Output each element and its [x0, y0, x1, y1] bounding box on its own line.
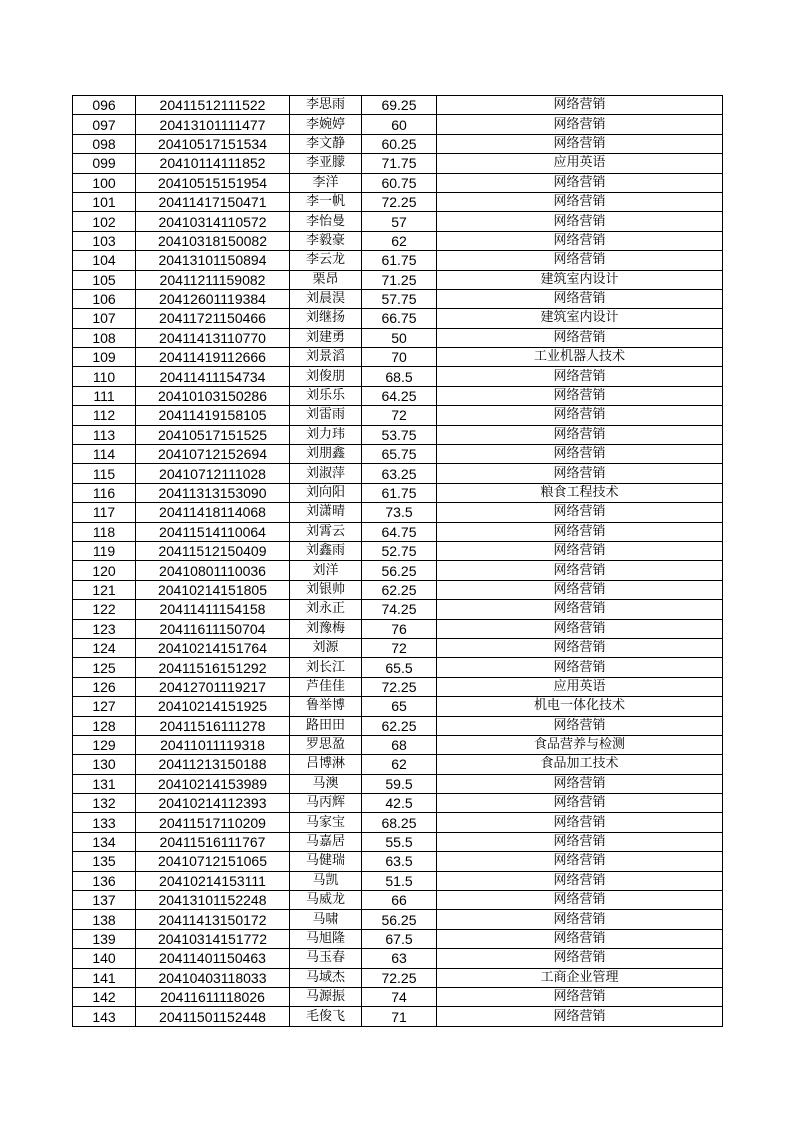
table-row — [73, 367, 723, 386]
table-row — [73, 755, 723, 774]
row-number-cell: 105 — [73, 270, 136, 289]
major-cell: 网络营销 — [437, 580, 723, 599]
student-name-cell: 李思雨 — [290, 96, 362, 115]
student-name-cell: 马威龙 — [290, 891, 362, 910]
score-cell: 51.5 — [362, 871, 437, 890]
candidate-id-cell: 20410214153989 — [136, 774, 290, 793]
row-number-cell: 142 — [73, 987, 136, 1006]
table-row — [73, 541, 723, 560]
major-cell: 网络营销 — [437, 231, 723, 250]
student-name-cell: 刘永正 — [290, 600, 362, 619]
table-row — [73, 348, 723, 367]
student-name-cell: 李怡曼 — [290, 212, 362, 231]
candidate-id-cell: 20411611150704 — [136, 619, 290, 638]
score-cell: 72.25 — [362, 192, 437, 211]
row-number-cell: 114 — [73, 445, 136, 464]
student-name-cell: 李婉婷 — [290, 115, 362, 134]
table-row — [73, 212, 723, 231]
table-row — [73, 231, 723, 250]
row-number-cell: 135 — [73, 852, 136, 871]
candidate-id-cell: 20411418114068 — [136, 503, 290, 522]
table-row — [73, 987, 723, 1006]
table-row — [73, 968, 723, 987]
table-row — [73, 270, 723, 289]
row-number-cell: 137 — [73, 891, 136, 910]
score-cell: 70 — [362, 348, 437, 367]
table-row — [73, 929, 723, 948]
score-cell: 64.75 — [362, 522, 437, 541]
score-cell: 71.25 — [362, 270, 437, 289]
row-number-cell: 119 — [73, 541, 136, 560]
score-cell: 62 — [362, 231, 437, 250]
candidate-id-cell: 20411419112666 — [136, 348, 290, 367]
student-name-cell: 刘景滔 — [290, 348, 362, 367]
table-row — [73, 677, 723, 696]
major-cell: 建筑室内设计 — [437, 270, 723, 289]
row-number-cell: 115 — [73, 464, 136, 483]
candidate-id-cell: 20411211159082 — [136, 270, 290, 289]
major-cell: 粮食工程技术 — [437, 483, 723, 502]
student-name-cell: 马域杰 — [290, 968, 362, 987]
score-cell: 60.75 — [362, 173, 437, 192]
candidate-id-cell: 20411419158105 — [136, 406, 290, 425]
candidate-id-cell: 20410214151764 — [136, 638, 290, 657]
candidate-id-cell: 20412701119217 — [136, 677, 290, 696]
score-cell: 65.75 — [362, 445, 437, 464]
student-name-cell: 刘淑萍 — [290, 464, 362, 483]
table-row — [73, 891, 723, 910]
table-row — [73, 735, 723, 754]
score-cell: 73.5 — [362, 503, 437, 522]
student-name-cell: 马丙辉 — [290, 794, 362, 813]
table-row — [73, 910, 723, 929]
row-number-cell: 131 — [73, 774, 136, 793]
score-cell: 72.25 — [362, 677, 437, 696]
student-name-cell: 马玉春 — [290, 949, 362, 968]
candidate-id-cell: 20411516111767 — [136, 832, 290, 851]
candidate-id-cell: 20411313153090 — [136, 483, 290, 502]
score-cell: 68.25 — [362, 813, 437, 832]
score-cell: 64.25 — [362, 386, 437, 405]
table-row — [73, 658, 723, 677]
candidate-id-cell: 20410403118033 — [136, 968, 290, 987]
major-cell: 网络营销 — [437, 251, 723, 270]
student-name-cell: 刘银帅 — [290, 580, 362, 599]
score-cell: 56.25 — [362, 910, 437, 929]
student-name-cell: 刘雷雨 — [290, 406, 362, 425]
score-table — [72, 95, 723, 1027]
score-cell: 59.5 — [362, 774, 437, 793]
score-cell: 74 — [362, 987, 437, 1006]
table-row — [73, 406, 723, 425]
table-row — [73, 464, 723, 483]
student-name-cell: 栗昂 — [290, 270, 362, 289]
student-name-cell: 刘鑫雨 — [290, 541, 362, 560]
candidate-id-cell: 20411516111278 — [136, 716, 290, 735]
row-number-cell: 107 — [73, 309, 136, 328]
student-name-cell: 路田田 — [290, 716, 362, 735]
row-number-cell: 103 — [73, 231, 136, 250]
row-number-cell: 099 — [73, 154, 136, 173]
row-number-cell: 097 — [73, 115, 136, 134]
major-cell: 网络营销 — [437, 173, 723, 192]
table-row — [73, 134, 723, 153]
row-number-cell: 113 — [73, 425, 136, 444]
score-cell: 61.75 — [362, 251, 437, 270]
major-cell: 食品营养与检测 — [437, 735, 723, 754]
table-row — [73, 580, 723, 599]
candidate-id-cell: 20411517110209 — [136, 813, 290, 832]
major-cell: 网络营销 — [437, 658, 723, 677]
score-cell: 60 — [362, 115, 437, 134]
score-cell: 72 — [362, 638, 437, 657]
candidate-id-cell: 20413101152248 — [136, 891, 290, 910]
major-cell: 网络营销 — [437, 212, 723, 231]
candidate-id-cell: 20411413110770 — [136, 328, 290, 347]
table-row — [73, 600, 723, 619]
table-row — [73, 289, 723, 308]
major-cell: 工商企业管理 — [437, 968, 723, 987]
candidate-id-cell: 20410103150286 — [136, 386, 290, 405]
major-cell: 网络营销 — [437, 464, 723, 483]
major-cell: 网络营销 — [437, 638, 723, 657]
student-name-cell: 马啸 — [290, 910, 362, 929]
major-cell: 网络营销 — [437, 1007, 723, 1026]
table-row — [73, 96, 723, 115]
candidate-id-cell: 20410318150082 — [136, 231, 290, 250]
student-name-cell: 吕博淋 — [290, 755, 362, 774]
row-number-cell: 132 — [73, 794, 136, 813]
row-number-cell: 122 — [73, 600, 136, 619]
row-number-cell: 129 — [73, 735, 136, 754]
major-cell: 网络营销 — [437, 832, 723, 851]
row-number-cell: 116 — [73, 483, 136, 502]
table-row — [73, 697, 723, 716]
table-row — [73, 425, 723, 444]
score-cell: 63.5 — [362, 852, 437, 871]
student-name-cell: 李洋 — [290, 173, 362, 192]
candidate-id-cell: 20411514110064 — [136, 522, 290, 541]
score-cell: 66 — [362, 891, 437, 910]
candidate-id-cell: 20410314151772 — [136, 929, 290, 948]
candidate-id-cell: 20411512111522 — [136, 96, 290, 115]
row-number-cell: 098 — [73, 134, 136, 153]
table-row — [73, 832, 723, 851]
candidate-id-cell: 20410214151805 — [136, 580, 290, 599]
student-name-cell: 马凯 — [290, 871, 362, 890]
score-cell: 56.25 — [362, 561, 437, 580]
major-cell: 网络营销 — [437, 289, 723, 308]
student-name-cell: 李云龙 — [290, 251, 362, 270]
row-number-cell: 139 — [73, 929, 136, 948]
table-row — [73, 192, 723, 211]
table-row — [73, 115, 723, 134]
major-cell: 机电一体化技术 — [437, 697, 723, 716]
candidate-id-cell: 20410712151065 — [136, 852, 290, 871]
row-number-cell: 110 — [73, 367, 136, 386]
score-cell: 57 — [362, 212, 437, 231]
major-cell: 网络营销 — [437, 522, 723, 541]
table-row — [73, 794, 723, 813]
table-row — [73, 813, 723, 832]
score-cell: 74.25 — [362, 600, 437, 619]
candidate-id-cell: 20413101111477 — [136, 115, 290, 134]
candidate-id-cell: 20411721150466 — [136, 309, 290, 328]
score-cell: 68 — [362, 735, 437, 754]
major-cell: 网络营销 — [437, 929, 723, 948]
student-name-cell: 刘源 — [290, 638, 362, 657]
table-row — [73, 173, 723, 192]
candidate-id-cell: 20410515151954 — [136, 173, 290, 192]
student-name-cell: 刘建勇 — [290, 328, 362, 347]
student-name-cell: 刘力玮 — [290, 425, 362, 444]
table-row — [73, 386, 723, 405]
score-cell: 62.25 — [362, 716, 437, 735]
row-number-cell: 100 — [73, 173, 136, 192]
candidate-id-cell: 20411516151292 — [136, 658, 290, 677]
score-cell: 50 — [362, 328, 437, 347]
row-number-cell: 121 — [73, 580, 136, 599]
student-name-cell: 刘霄云 — [290, 522, 362, 541]
candidate-id-cell: 20410801110036 — [136, 561, 290, 580]
student-name-cell: 李毅豪 — [290, 231, 362, 250]
row-number-cell: 123 — [73, 619, 136, 638]
student-name-cell: 刘继扬 — [290, 309, 362, 328]
major-cell: 网络营销 — [437, 774, 723, 793]
row-number-cell: 125 — [73, 658, 136, 677]
student-name-cell: 李一帆 — [290, 192, 362, 211]
score-cell: 62.25 — [362, 580, 437, 599]
table-row — [73, 483, 723, 502]
student-name-cell: 鲁举博 — [290, 697, 362, 716]
table-row — [73, 774, 723, 793]
row-number-cell: 109 — [73, 348, 136, 367]
row-number-cell: 127 — [73, 697, 136, 716]
score-cell: 71.75 — [362, 154, 437, 173]
score-cell: 53.75 — [362, 425, 437, 444]
row-number-cell: 134 — [73, 832, 136, 851]
student-name-cell: 刘俊朋 — [290, 367, 362, 386]
student-name-cell: 马澳 — [290, 774, 362, 793]
row-number-cell: 126 — [73, 677, 136, 696]
student-name-cell: 刘洋 — [290, 561, 362, 580]
candidate-id-cell: 20411501152448 — [136, 1007, 290, 1026]
candidate-id-cell: 20410517151534 — [136, 134, 290, 153]
candidate-id-cell: 20411213150188 — [136, 755, 290, 774]
candidate-id-cell: 20410712152694 — [136, 445, 290, 464]
score-cell: 63.25 — [362, 464, 437, 483]
table-row — [73, 445, 723, 464]
major-cell: 工业机器人技术 — [437, 348, 723, 367]
candidate-id-cell: 20411417150471 — [136, 192, 290, 211]
student-name-cell: 李文静 — [290, 134, 362, 153]
table-row — [73, 716, 723, 735]
score-cell: 55.5 — [362, 832, 437, 851]
student-name-cell: 马旭隆 — [290, 929, 362, 948]
row-number-cell: 118 — [73, 522, 136, 541]
candidate-id-cell: 20410517151525 — [136, 425, 290, 444]
major-cell: 网络营销 — [437, 987, 723, 1006]
score-cell: 72 — [362, 406, 437, 425]
student-name-cell: 毛俊飞 — [290, 1007, 362, 1026]
candidate-id-cell: 20413101150894 — [136, 251, 290, 270]
table-row — [73, 638, 723, 657]
table-row — [73, 852, 723, 871]
candidate-id-cell: 20410114111852 — [136, 154, 290, 173]
major-cell: 应用英语 — [437, 154, 723, 173]
major-cell: 网络营销 — [437, 96, 723, 115]
candidate-id-cell: 20410214112393 — [136, 794, 290, 813]
major-cell: 食品加工技术 — [437, 755, 723, 774]
candidate-id-cell: 20410314110572 — [136, 212, 290, 231]
major-cell: 网络营销 — [437, 386, 723, 405]
row-number-cell: 112 — [73, 406, 136, 425]
student-name-cell: 马家宝 — [290, 813, 362, 832]
row-number-cell: 102 — [73, 212, 136, 231]
major-cell: 网络营销 — [437, 406, 723, 425]
student-name-cell: 刘晨淏 — [290, 289, 362, 308]
major-cell: 网络营销 — [437, 134, 723, 153]
major-cell: 网络营销 — [437, 794, 723, 813]
table-row — [73, 949, 723, 968]
table-row — [73, 619, 723, 638]
table-row — [73, 522, 723, 541]
major-cell: 应用英语 — [437, 677, 723, 696]
score-cell: 65 — [362, 697, 437, 716]
student-name-cell: 李亚朦 — [290, 154, 362, 173]
score-cell: 60.25 — [362, 134, 437, 153]
major-cell: 网络营销 — [437, 192, 723, 211]
score-cell: 72.25 — [362, 968, 437, 987]
row-number-cell: 141 — [73, 968, 136, 987]
major-cell: 网络营销 — [437, 541, 723, 560]
student-name-cell: 罗思盈 — [290, 735, 362, 754]
table-row — [73, 503, 723, 522]
table-body — [73, 96, 723, 1027]
row-number-cell: 140 — [73, 949, 136, 968]
score-cell: 62 — [362, 755, 437, 774]
student-name-cell: 刘向阳 — [290, 483, 362, 502]
candidate-id-cell: 20411611118026 — [136, 987, 290, 1006]
table-row — [73, 561, 723, 580]
major-cell: 网络营销 — [437, 425, 723, 444]
score-cell: 61.75 — [362, 483, 437, 502]
major-cell: 网络营销 — [437, 619, 723, 638]
major-cell: 网络营销 — [437, 910, 723, 929]
row-number-cell: 111 — [73, 386, 136, 405]
candidate-id-cell: 20411413150172 — [136, 910, 290, 929]
student-name-cell: 马源振 — [290, 987, 362, 1006]
student-name-cell: 马嘉居 — [290, 832, 362, 851]
row-number-cell: 124 — [73, 638, 136, 657]
major-cell: 网络营销 — [437, 871, 723, 890]
candidate-id-cell: 20410214151925 — [136, 697, 290, 716]
row-number-cell: 130 — [73, 755, 136, 774]
row-number-cell: 138 — [73, 910, 136, 929]
row-number-cell: 108 — [73, 328, 136, 347]
score-cell: 66.75 — [362, 309, 437, 328]
score-cell: 52.75 — [362, 541, 437, 560]
row-number-cell: 104 — [73, 251, 136, 270]
row-number-cell: 120 — [73, 561, 136, 580]
row-number-cell: 128 — [73, 716, 136, 735]
score-cell: 67.5 — [362, 929, 437, 948]
row-number-cell: 096 — [73, 96, 136, 115]
student-name-cell: 芦佳佳 — [290, 677, 362, 696]
candidate-id-cell: 20411401150463 — [136, 949, 290, 968]
candidate-id-cell: 20412601119384 — [136, 289, 290, 308]
row-number-cell: 133 — [73, 813, 136, 832]
score-cell: 57.75 — [362, 289, 437, 308]
row-number-cell: 106 — [73, 289, 136, 308]
major-cell: 网络营销 — [437, 561, 723, 580]
candidate-id-cell: 20411011119318 — [136, 735, 290, 754]
row-number-cell: 117 — [73, 503, 136, 522]
candidate-id-cell: 20411411154734 — [136, 367, 290, 386]
score-cell: 65.5 — [362, 658, 437, 677]
candidate-id-cell: 20410712111028 — [136, 464, 290, 483]
student-name-cell: 马健瑞 — [290, 852, 362, 871]
student-name-cell: 刘朋鑫 — [290, 445, 362, 464]
table-row — [73, 871, 723, 890]
major-cell: 网络营销 — [437, 115, 723, 134]
major-cell: 网络营销 — [437, 891, 723, 910]
score-cell: 63 — [362, 949, 437, 968]
candidate-id-cell: 20410214153111 — [136, 871, 290, 890]
row-number-cell: 101 — [73, 192, 136, 211]
major-cell: 网络营销 — [437, 600, 723, 619]
major-cell: 网络营销 — [437, 716, 723, 735]
student-name-cell: 刘长江 — [290, 658, 362, 677]
major-cell: 网络营销 — [437, 949, 723, 968]
table-row — [73, 328, 723, 347]
score-cell: 42.5 — [362, 794, 437, 813]
score-cell: 68.5 — [362, 367, 437, 386]
student-name-cell: 刘豫梅 — [290, 619, 362, 638]
major-cell: 网络营销 — [437, 367, 723, 386]
major-cell: 网络营销 — [437, 328, 723, 347]
table-row — [73, 1007, 723, 1026]
score-cell: 69.25 — [362, 96, 437, 115]
candidate-id-cell: 20411512150409 — [136, 541, 290, 560]
row-number-cell: 136 — [73, 871, 136, 890]
table-row — [73, 309, 723, 328]
table-row — [73, 251, 723, 270]
student-name-cell: 刘乐乐 — [290, 386, 362, 405]
major-cell: 网络营销 — [437, 852, 723, 871]
score-cell: 76 — [362, 619, 437, 638]
score-cell: 71 — [362, 1007, 437, 1026]
student-name-cell: 刘潇晴 — [290, 503, 362, 522]
candidate-id-cell: 20411411154158 — [136, 600, 290, 619]
major-cell: 建筑室内设计 — [437, 309, 723, 328]
major-cell: 网络营销 — [437, 503, 723, 522]
row-number-cell: 143 — [73, 1007, 136, 1026]
major-cell: 网络营销 — [437, 445, 723, 464]
table-row — [73, 154, 723, 173]
major-cell: 网络营销 — [437, 813, 723, 832]
